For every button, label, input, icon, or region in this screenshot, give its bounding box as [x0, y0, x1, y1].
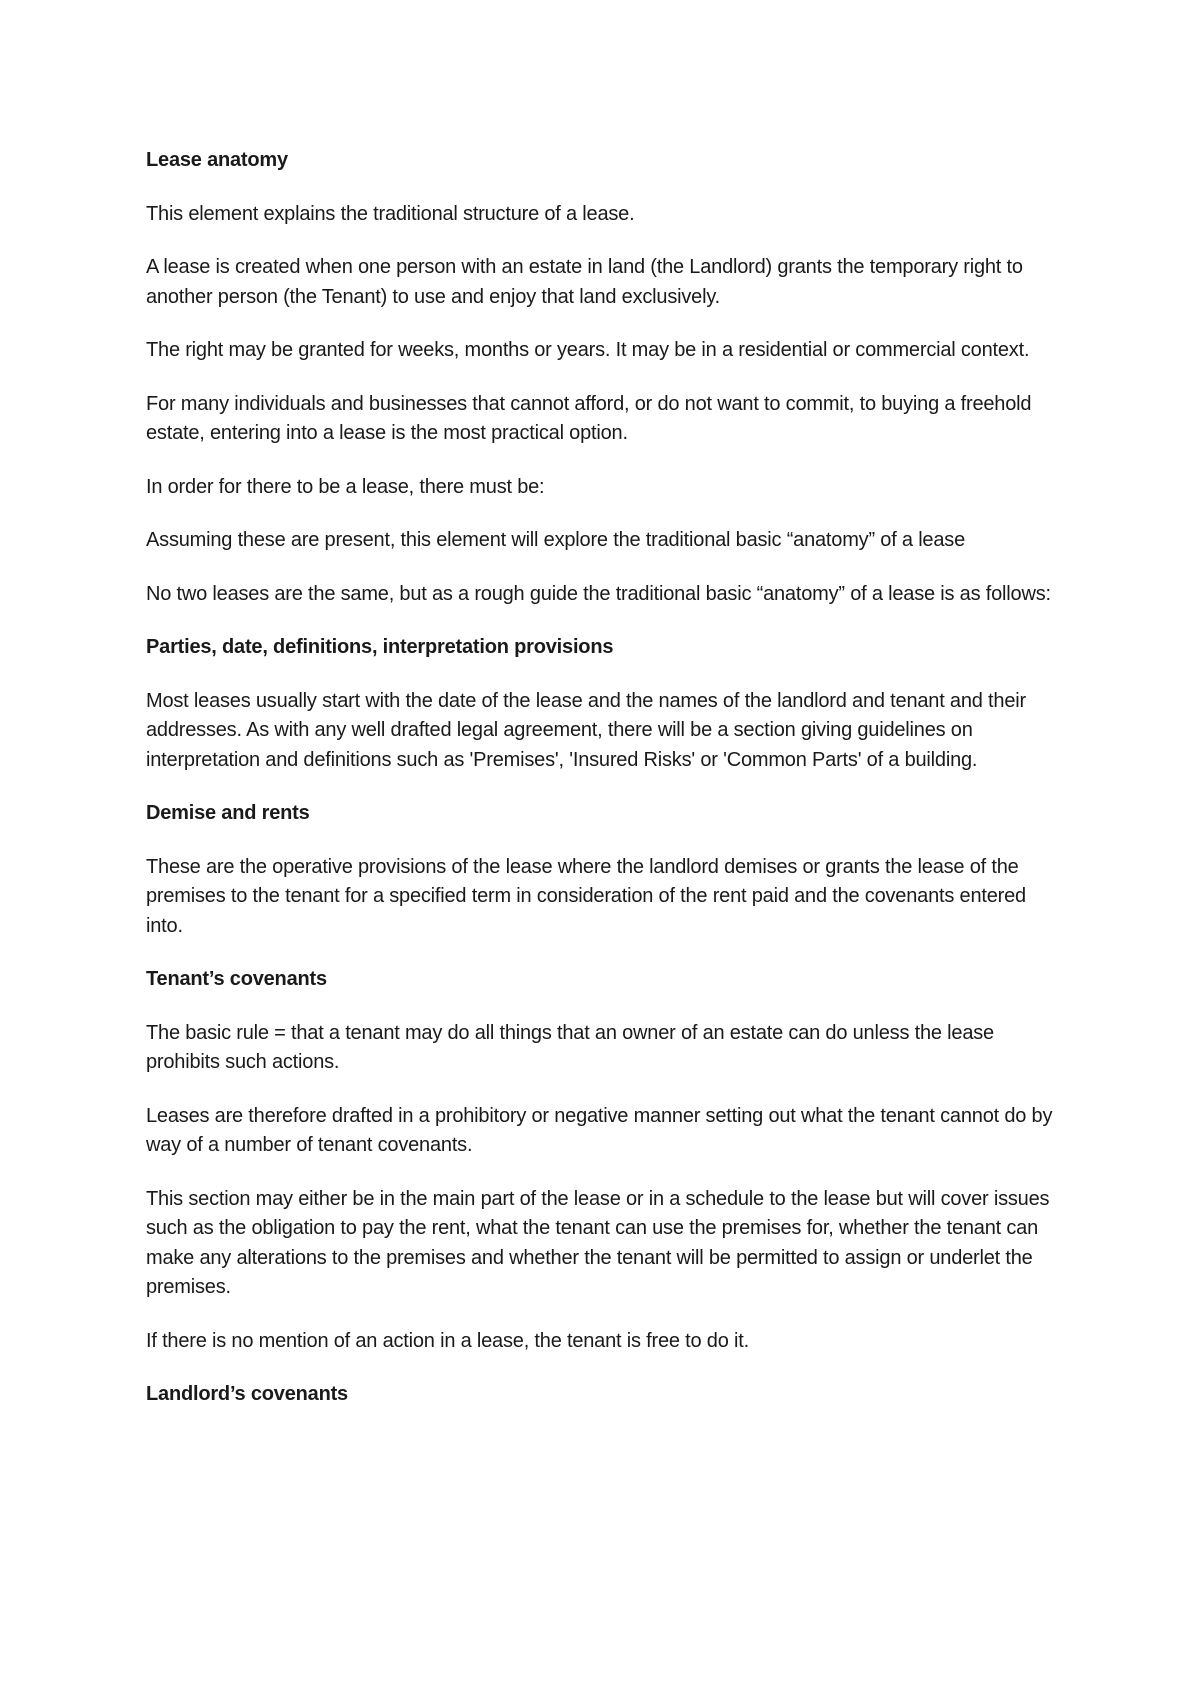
intro-paragraph-4: For many individuals and businesses that cannot afford, or do not want to commit, to buying a freehold estate, entering into a lease is the most practical option.	[146, 392, 1032, 444]
document-page	[146, 146, 1066, 1434]
section-paragraph-parties-1: Most leases usually start with the date of the lease and the names of the landlord and tenant and their addresses. As with any well drafted legal agreement, there will be a section giving guidelines on interpretation and definitions such as 'Premises', 'Insured Risks' or 'Common Parts' of a building.	[146, 689, 1026, 771]
section-paragraph-tenant-covenants-4: If there is no mention of an action in a lease, the tenant is free to do it.	[146, 1329, 749, 1352]
section-paragraph-demise-1: These are the operative provisions of the lease where the landlord demises or grants the lease of the premises to the tenant for a specified term in consideration of the rent paid and the covenants entered into.	[146, 855, 1026, 937]
section-heading-tenant-covenants: Tenant’s covenants	[146, 968, 327, 990]
intro-paragraph-1: This element explains the traditional structure of a lease.	[146, 202, 635, 225]
section-heading-demise: Demise and rents	[146, 802, 310, 824]
intro-paragraph-2: A lease is created when one person with an estate in land (the Landlord) grants the temporary right to another person (the Tenant) to use and enjoy that land exclusively.	[146, 256, 1023, 308]
intro-paragraph-5: In order for there to be a lease, there must be:	[146, 475, 545, 498]
intro-paragraph-6: Assuming these are present, this element will explore the traditional basic “anatomy” of a lease	[146, 529, 966, 551]
section-paragraph-tenant-covenants-2: Leases are therefore drafted in a prohibitory or negative manner setting out what the tenant cannot do by way of a number of tenant covenants.	[146, 1104, 1053, 1156]
section-paragraph-tenant-covenants-3: This section may either be in the main part of the lease or in a schedule to the lease but will cover issues such as the obligation to pay the rent, what the tenant can use the premises for, whether the tenant can make any alterations to the premises and whether the tenant will be permitted to assign or underlet the premises.	[146, 1187, 1050, 1298]
document-title: Lease anatomy	[146, 149, 288, 171]
section-heading-parties: Parties, date, definitions, interpretation provisions	[146, 636, 614, 658]
intro-paragraph-7: No two leases are the same, but as a rough guide the traditional basic “anatomy” of a lease is as follows:	[146, 582, 1051, 605]
section-heading-landlord-covenants: Landlord’s covenants	[146, 1383, 348, 1405]
intro-paragraph-3: The right may be granted for weeks, months or years. It may be in a residential or commercial context.	[146, 339, 1030, 361]
section-paragraph-tenant-covenants-1: The basic rule = that a tenant may do all things that an owner of an estate can do unless the lease prohibits such actions.	[146, 1021, 994, 1073]
